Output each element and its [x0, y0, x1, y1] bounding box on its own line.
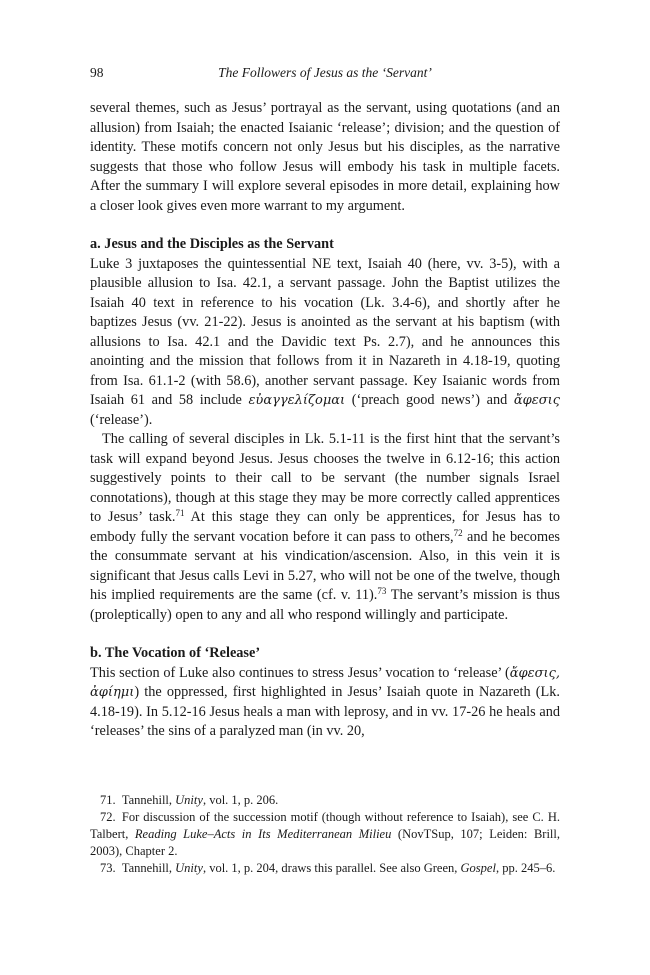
text-run: , vol. 1, p. 206.: [202, 793, 279, 807]
intro-paragraph: several themes, such as Jesus’ portrayal as the servant, using quotations (and an allusion) from Isaiah; the enacted Isaianic ‘release’; division; and the question of identity. These motifs concern not only Jesus but his disciples, as the narrative suggests that those who follow Jesus will embody his task in multiple facets. After the summary I will explore several episodes in more detail, explaining how a closer look gives even more warrant to my argument.: [90, 100, 560, 214]
footnote-72: [90, 809, 560, 860]
text-run: The servant’s mission is thus (proleptically) open to any and all who respond willingly and participate.: [90, 587, 560, 623]
section-b-paragraph-1: [90, 664, 560, 742]
text-run: ) the oppressed, first highlighted in Jesus’ Isaiah quote in Nazareth (Lk. 4.18-19). In 5.12-16 Jesus heals a man with leprosy, and in vv. 17-26 he heals and ‘releases’ the sins of a paralyzed man (in vv. 20,: [90, 684, 560, 739]
greek-word: ἄφεσις: [513, 393, 560, 408]
footnotes: [90, 792, 560, 877]
text-run: 71. Tannehill,: [100, 793, 176, 807]
footnote-ref-73[interactable]: 73: [377, 586, 387, 596]
page-number: 98: [90, 65, 104, 80]
text-run: (‘release’).: [90, 411, 153, 428]
citation-title: Unity: [175, 793, 203, 807]
text-run: The calling of several disciples in Lk. 5.1-11 is the first hint that the servant’s task will expand beyond Jesus. Jesus chooses the twelve in 6.12-16; this action suggestively points to their call to be servant (the number signals Israel connotations), though at this stage they may be more correctly called apprentices to Jesus’ task.: [90, 431, 560, 525]
footnote-ref-71[interactable]: 71: [175, 508, 185, 518]
text-run: At this stage they can only be apprentices, for Jesus has to embody fully the servant vocation before it can pass to others,: [90, 509, 560, 545]
text-run: and he becomes the consummate servant at his vindication/ascension. Also, in this vein it is significant that Jesus calls Levi in 5.27, who will not be one of the twelve, though his implied requirements are the same (cf. v. 11).: [90, 528, 560, 603]
footnote-73: [90, 860, 560, 877]
section-b-heading: b. The Vocation of ‘Release’: [90, 645, 261, 661]
text-run: , pp. 245–6.: [495, 861, 556, 875]
section-a-paragraph-1: [90, 255, 560, 431]
text-run: (NovTSup, 107; Leiden: Brill, 2003), Chapter 2.: [90, 827, 560, 858]
text-run: This section of Luke also continues to stress Jesus’ vocation to ‘release’ (: [90, 664, 510, 681]
section-gap: [90, 625, 560, 644]
text-run: (‘preach good news’) and: [345, 392, 514, 408]
main-text: [90, 99, 560, 742]
section-a-paragraph-2: [90, 430, 560, 625]
citation-title: Unity: [175, 861, 203, 875]
page-header: [90, 64, 560, 82]
citation-title: Gospel: [460, 861, 496, 875]
greek-word: εὐαγγελίζομαι: [248, 393, 346, 408]
text-run: , vol. 1, p. 204, draws this parallel. See also Green,: [202, 861, 461, 875]
footnote-71: [90, 792, 560, 809]
footnote-ref-72[interactable]: 72: [453, 527, 463, 538]
section-a-heading: a. Jesus and the Disciples as the Servant: [90, 236, 334, 252]
text-run: Luke 3 juxtaposes the quintessential NE text, Isaiah 40 (here, vv. 3-5), with a plausible allusion to Isa. 42.1, a servant passage. John the Baptist utilizes the Isaiah 40 text in reference to his vocation (Lk. 3.4-6), and shortly after he baptizes Jesus (vv. 21-22). Jesus is anointed as the servant at his baptism (with allusions to Isa. 42.1 and the Davidic text Ps. 2.7), and he announces this anointing and the mission that follows from it in Nazareth in 4.18-19, quoting from Isa. 61.1-2 (with 58.6), another servant passage. Key Isaianic words from Isaiah 61 and 58 include: [90, 255, 560, 408]
running-title: The Followers of Jesus as the ‘Servant’: [218, 65, 432, 80]
section-gap: [90, 216, 560, 235]
text-run: 73. Tannehill,: [100, 861, 176, 875]
greek-word: ἄφεσις, ἀφίημι: [90, 665, 560, 700]
text-run: 72. For discussion of the succession motif (though without reference to Isaiah), see C. H. Talbert,: [90, 810, 560, 841]
citation-title: Reading Luke–Acts in Its Mediterranean Milieu: [134, 827, 392, 841]
